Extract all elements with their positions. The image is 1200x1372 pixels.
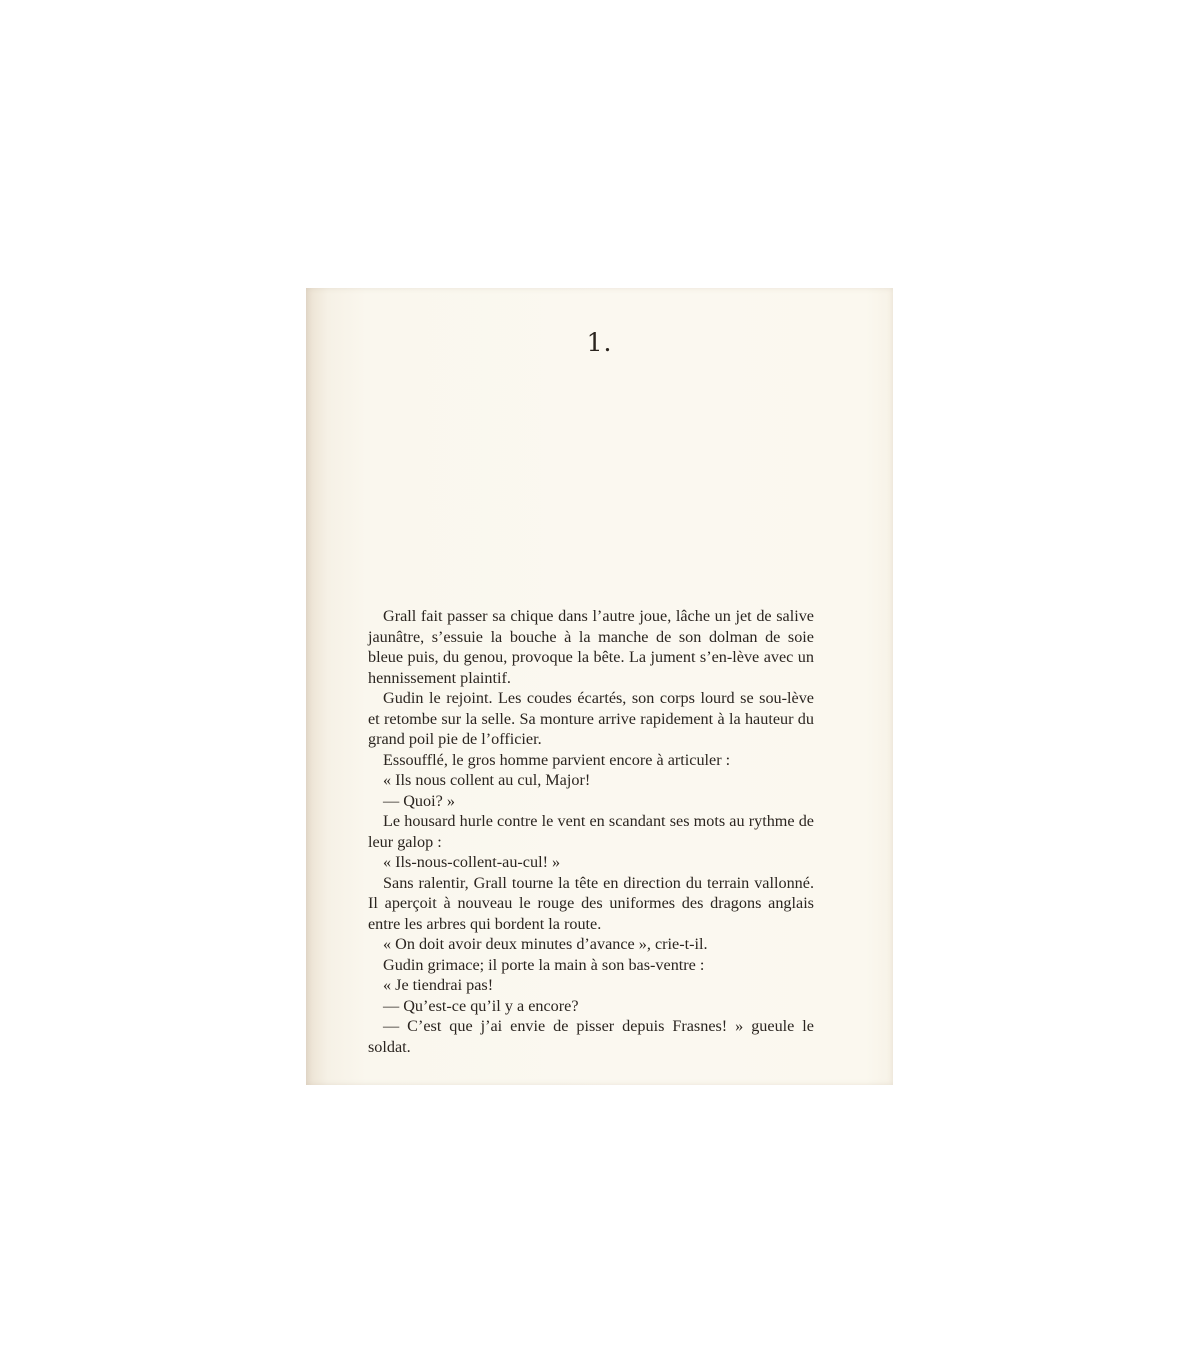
paragraph: — Qu’est-ce qu’il y a encore? — [383, 996, 579, 1015]
book-page — [306, 288, 893, 1085]
paragraph: « Ils nous collent au cul, Major! — [383, 771, 591, 789]
paragraph: Gudin le rejoint. Les coudes écartés, son corps lourd se sou-lève et retombe sur la selle. Sa monture arrive rapidement à la hauteur du grand poil pie de l’officier. — [368, 689, 814, 748]
paragraph: Gudin grimace; il porte la main à son bas-ventre : — [383, 955, 705, 974]
paragraph: Le housard hurle contre le vent en scandant ses mots au rythme de leur galop : — [368, 812, 814, 851]
paragraph: Sans ralentir, Grall tourne la tête en direction du terrain vallonné. Il aperçoit à nouveau le rouge des uniformes des dragons anglais entre les arbres qui bordent la route. — [368, 873, 814, 933]
paragraph: — C’est que j’ai envie de pisser depuis Frasnes! » gueule le soldat. — [368, 1017, 814, 1056]
paragraph: — Quoi? » — [383, 791, 455, 810]
paragraph: « Ils-nous-collent-au-cul! » — [383, 853, 561, 871]
paragraph: « Je tiendrai pas! — [383, 976, 494, 994]
body-text — [368, 606, 814, 1057]
chapter-number: 1. — [586, 328, 613, 357]
paragraph: Grall fait passer sa chique dans l’autre joue, lâche un jet de salive jaunâtre, s’essuie la bouche à la manche de son dolman de soie bleue puis, du genou, provoque la bête. La jument s’en-lève avec un hennissement plaintif. — [368, 607, 814, 687]
paragraph: « On doit avoir deux minutes d’avance », crie-t-il. — [383, 935, 708, 953]
paragraph: Essoufflé, le gros homme parvient encore à articuler : — [383, 750, 731, 769]
